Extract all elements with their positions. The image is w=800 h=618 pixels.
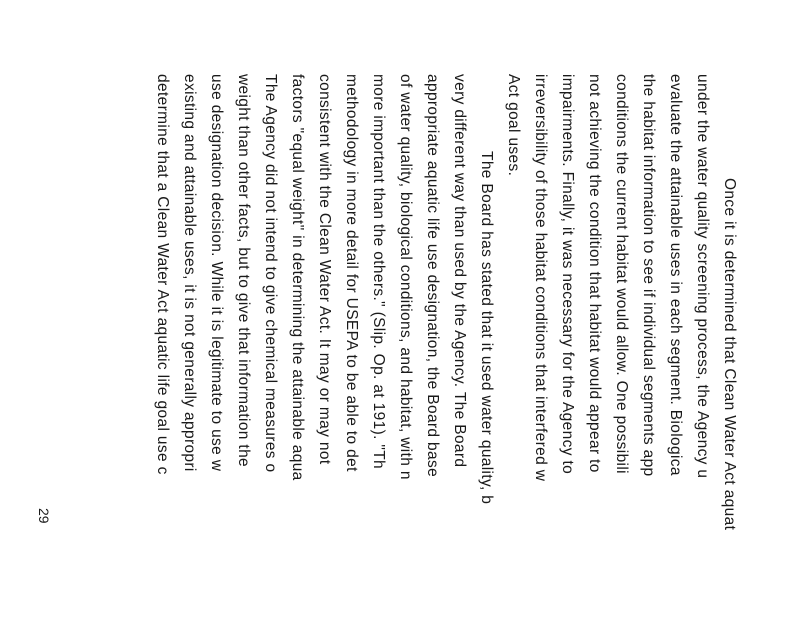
text-line: Once it is determined that Clean Water Act aquat	[721, 178, 738, 531]
text-line: existing and attainable uses, it is not generally appropri	[181, 74, 198, 472]
text-line: evaluate the attainable uses in each segment. Biologica	[667, 74, 684, 476]
text-line: factors "equal weight" in determining the attainable aqua	[289, 74, 306, 481]
text-line: the habitat information to see if individual segments app	[640, 74, 657, 477]
text-line: impairments. Finally, it was necessary for the Agency to	[559, 74, 576, 475]
text-line: use designation decision. While it is legitimate to use w	[208, 74, 225, 472]
text-line: The Board has stated that it used water quality, b	[478, 151, 495, 505]
text-line: determine that a Clean Water Act aquatic life goal use c	[154, 74, 171, 475]
text-line: of water quality, biological conditions, and habitat, with n	[397, 74, 414, 480]
text-line: weight than other facts, but to give that information the	[235, 74, 252, 468]
text-line: conditions the current habitat would allow. One possibili	[613, 74, 630, 474]
text-line: Act goal uses.	[505, 74, 522, 177]
text-line: not achieving the condition that habitat would appear to	[586, 74, 603, 473]
text-line: The Agency did not intend to give chemical measures o	[262, 74, 279, 473]
rotated-text-body	[118, 74, 738, 618]
text-line: consistent with the Clean Water Act. It may or may not	[316, 74, 333, 465]
text-line: irreversibility of those habitat conditions that interfered w	[532, 74, 549, 482]
text-line: appropriate aquatic life use designation, the Board base	[424, 74, 441, 478]
text-line: methodology in more detail for USEPA to be able to det	[343, 74, 360, 472]
text-line: under the water quality screening process, the Agency u	[694, 74, 711, 479]
text-line: more important than the others." (Slip. Op. at 191). "Th	[370, 74, 387, 470]
text-line: very different way than used by the Agency. The Board	[451, 74, 468, 468]
page-number: 29	[36, 508, 52, 524]
